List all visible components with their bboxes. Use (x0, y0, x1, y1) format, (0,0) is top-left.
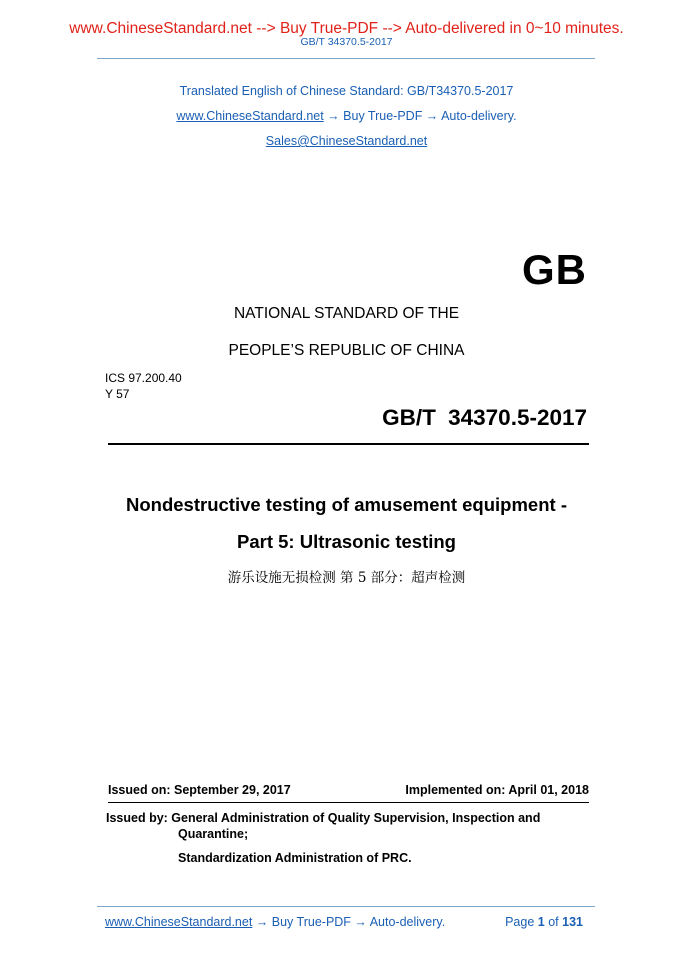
issuer-line3: Standardization Administration of PRC. (178, 851, 412, 865)
page-total: 131 (562, 915, 583, 929)
dates-row (108, 783, 589, 797)
footer (105, 915, 583, 929)
footer-delivery-text: → Buy True-PDF → Auto-delivery. (252, 915, 446, 929)
title-chinese: 游乐设施无损检测 第 5 部分：超声检测 (227, 570, 466, 586)
issuer-line2: Quarantine; (178, 827, 249, 841)
national-standard-line2: PEOPLE’S REPUBLIC OF CHINA (228, 342, 465, 359)
issued-on: Issued on: September 29, 2017 (108, 783, 291, 797)
delivery-line (0, 109, 693, 123)
title-line2: Part 5: Ultrasonic testing (237, 531, 456, 552)
site-link[interactable]: www.ChineseStandard.net (176, 109, 324, 123)
national-standard-line1: NATIONAL STANDARD OF THE (233, 305, 460, 322)
page-current: 1 (537, 915, 545, 929)
footer-divider (97, 906, 595, 907)
issuer-block (106, 810, 596, 866)
issuer-line1: Issued by: General Administration of Quality Supervision, Inspection and (106, 811, 541, 825)
translation-note: Translated English of Chinese Standard: GB/T34370.5-2017 (179, 84, 514, 98)
header-divider (97, 58, 595, 59)
dates-divider (108, 802, 589, 803)
delivery-text: → Buy True-PDF → Auto-delivery. (323, 109, 517, 123)
sales-email-link[interactable]: Sales@ChineseStandard.net (265, 134, 428, 148)
standard-code: GB/T 34370.5-2017 (382, 405, 587, 430)
classification-code: Y 57 (105, 387, 130, 401)
gb-mark: GB (522, 246, 587, 293)
implemented-on: Implemented on: April 01, 2018 (405, 783, 589, 797)
title-line1: Nondestructive testing of amusement equipment - (126, 494, 567, 515)
header-doc-code: GB/T 34370.5-2017 (300, 36, 393, 48)
email-line (0, 134, 693, 148)
ics-code: ICS 97.200.40 (105, 371, 182, 385)
promo-banner[interactable]: www.ChineseStandard.net --> Buy True-PDF --> Auto-delivered in 0~10 minutes. (69, 20, 624, 37)
title-divider (108, 443, 589, 445)
page-label: Page (505, 915, 535, 929)
footer-site-link[interactable]: www.ChineseStandard.net (105, 915, 253, 929)
page-of: of (548, 915, 559, 929)
page-indicator (505, 915, 583, 929)
